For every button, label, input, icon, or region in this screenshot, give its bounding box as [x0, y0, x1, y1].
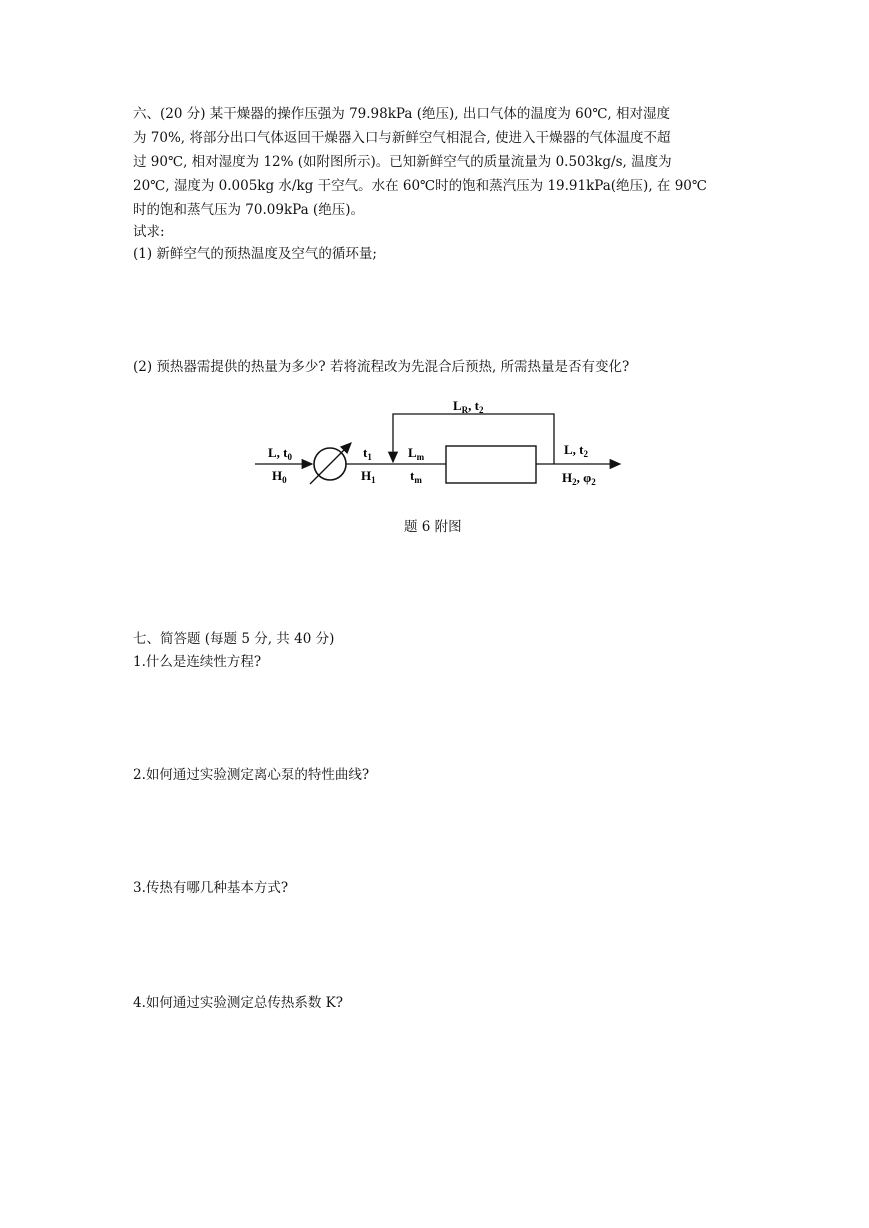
label-preheat-top: $t_1$ — [363, 445, 372, 462]
q6-sub1: (1) 新鲜空气的预热温度及空气的循环量; — [133, 246, 377, 262]
q6-sub2: (2) 预热器需提供的热量为多少? 若将流程改为先混合后预热, 所需热量是否有变化? — [133, 359, 630, 375]
q6-line-3: 过 90℃, 相对湿度为 12% (如附图所示)。已知新鲜空气的质量流量为 0.503kg/s, 温度为 — [133, 154, 672, 170]
label-mix-bottom: $t_m$ — [410, 468, 422, 485]
q7-item-4: 4.如何通过实验测定总传热系数 K? — [133, 995, 343, 1011]
label-outlet-bottom: $H_2$, $\varphi_2$ — [562, 470, 596, 487]
q6-line-5: 时的饱和蒸气压为 70.09kPa (绝压)。 — [133, 202, 364, 218]
q7-item-3: 3.传热有哪几种基本方式? — [133, 880, 289, 896]
label-preheat-bottom: $H_1$ — [361, 468, 376, 485]
label-mix-top: $L_m$ — [408, 445, 425, 462]
q6-ask: 试求: — [133, 224, 165, 240]
q6-line-4: 20℃, 湿度为 0.005kg 水/kg 干空气。水在 60℃时的饱和蒸汽压为 19.91kPa(绝压), 在 90℃ — [133, 178, 707, 194]
dryer-box — [446, 446, 536, 483]
q7-item-2: 2.如何通过实验测定离心泵的特性曲线? — [133, 767, 370, 783]
label-outlet-top: L, $t_2$ — [564, 442, 588, 459]
dryer-flow-diagram — [250, 392, 630, 502]
q7-item-1: 1.什么是连续性方程? — [133, 654, 262, 670]
label-inlet-top: L, $t_0$ — [268, 445, 292, 462]
preheater-icon — [310, 443, 351, 484]
label-inlet-bottom: $H_0$ — [272, 468, 287, 485]
q7-title: 七、简答题 (每题 5 分, 共 40 分) — [133, 631, 335, 647]
label-recycle-flow: $L_R$, $t_2$ — [453, 398, 484, 415]
q6-line-1: 六、(20 分) 某干燥器的操作压强为 79.98kPa (绝压), 出口气体的温度为 60℃, 相对湿度 — [133, 106, 670, 122]
q6-line-2: 为 70%, 将部分出口气体返回干燥器入口与新鲜空气相混合, 使进入干燥器的气体温度不超 — [133, 130, 671, 146]
figure-caption: 题 6 附图 — [404, 519, 462, 535]
